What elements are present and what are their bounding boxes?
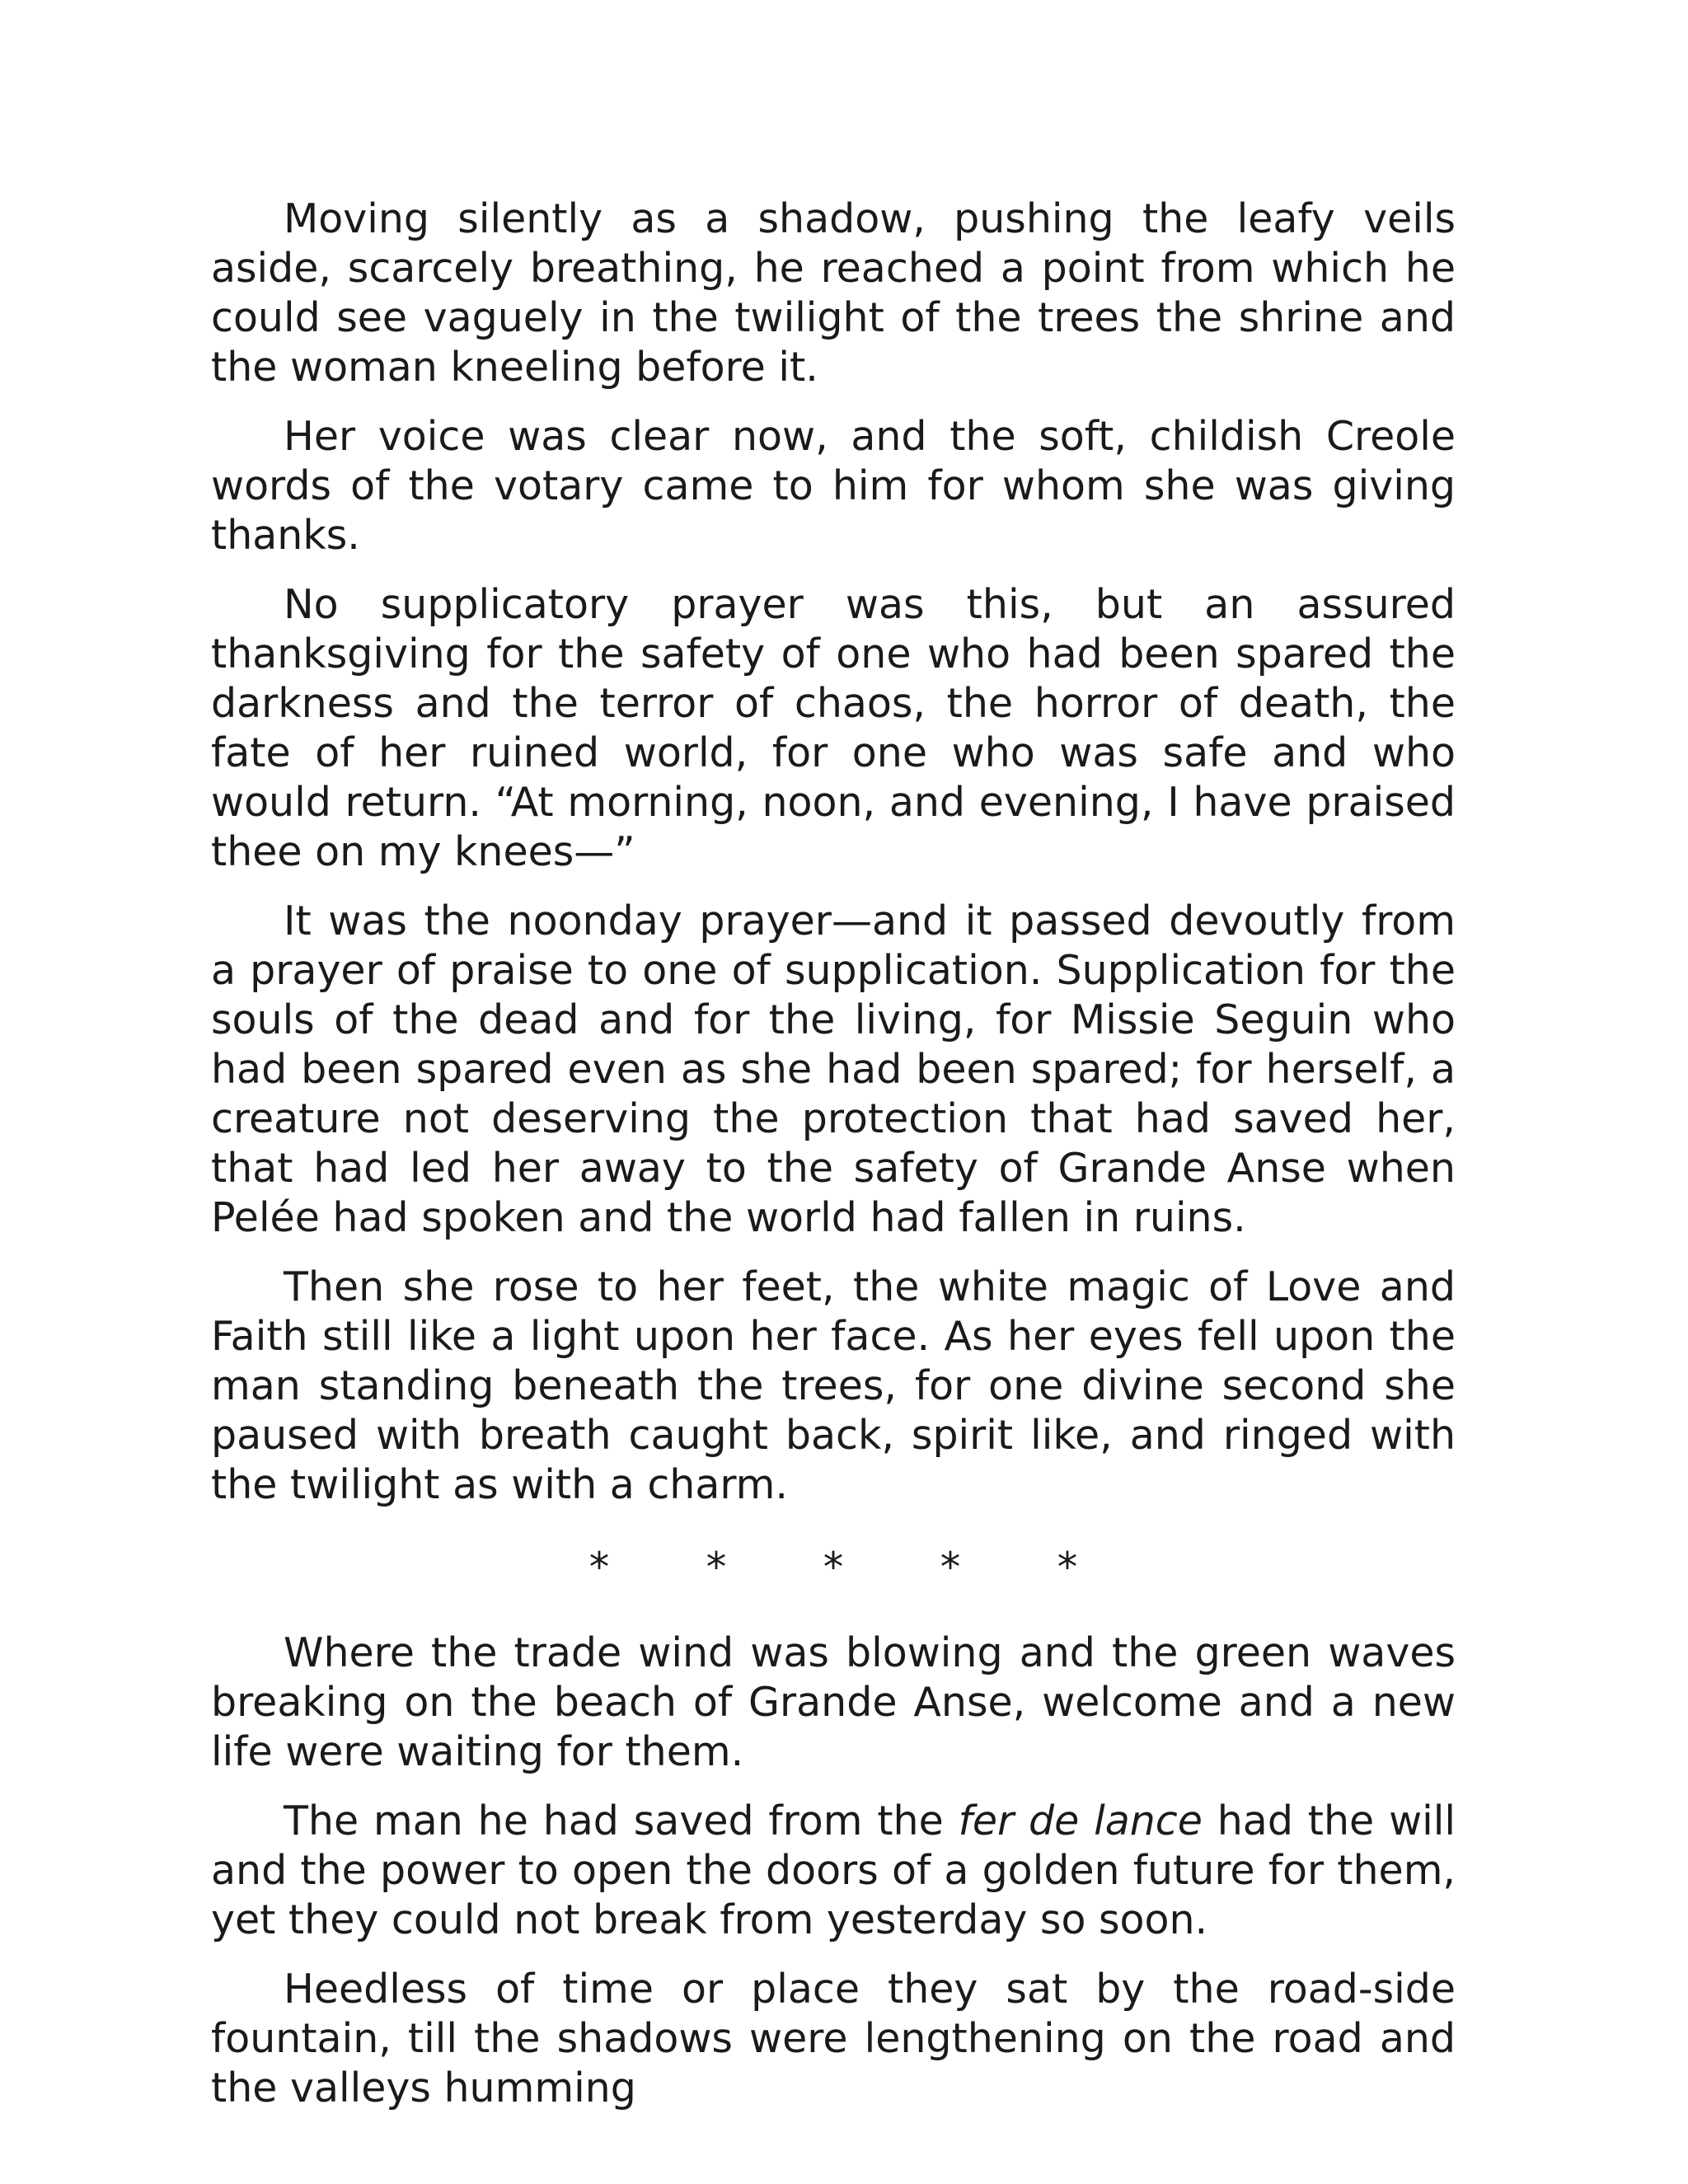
paragraph: Moving silently as a shadow, pushing the leafy veils aside, scarcely breathing, he reached a point from which he could see vaguely in the twilight of the trees the shrine and the woman kneeling before it. <box>211 195 1456 391</box>
asterisk: * <box>940 1544 961 1591</box>
italic-phrase: fer de lance <box>958 1797 1203 1844</box>
paragraph: Then she rose to her feet, the white magic of Love and Faith still like a light upon her face. As her eyes fell upon the man standing beneath the trees, for one divine second she paused with breath caught back, spirit like, and ringed with the twilight as with a charm. <box>211 1263 1456 1508</box>
paragraph: No supplicatory prayer was this, but an assured thanksgiving for the safety of one who had been spared the darkness and the terror of chaos, the horror of death, the fate of her ruined world, for one who was safe and who would return. “At morning, noon, and evening, I have praised thee on my knees—” <box>211 581 1456 875</box>
text-run: The man he had saved from the <box>284 1797 959 1844</box>
text-run: had the will and the power to open the doors of a golden future for them, yet they could not break from yesterday so soon. <box>211 1797 1456 1943</box>
asterisk: * <box>706 1544 727 1591</box>
paragraph: Heedless of time or place they sat by the road-side fountain, till the shadows were lengthening on the road and the valleys humming <box>211 1966 1456 2111</box>
section-break <box>211 1543 1456 1592</box>
asterisk: * <box>588 1544 610 1591</box>
asterisk: * <box>1057 1544 1078 1591</box>
paragraph <box>211 1797 1456 1945</box>
body-text <box>211 194 1456 2113</box>
asterisk: * <box>823 1544 844 1591</box>
paragraph: Her voice was clear now, and the soft, childish Creole words of the votary came to him for whom she was giving thanks. <box>211 413 1456 559</box>
paragraph: Where the trade wind was blowing and the green waves breaking on the beach of Grande Anse, welcome and a new life were waiting for them. <box>211 1629 1456 1775</box>
paragraph: It was the noonday prayer—and it passed devoutly from a prayer of praise to one of supplication. Supplication for the souls of the dead and for the living, for Missie Seguin who had been spared even as she had been spared; for herself, a creature not deserving the protection that had saved her, that had led her away to the safety of Grande Anse when Pelée had spoken and the world had fallen in ruins. <box>211 898 1456 1241</box>
